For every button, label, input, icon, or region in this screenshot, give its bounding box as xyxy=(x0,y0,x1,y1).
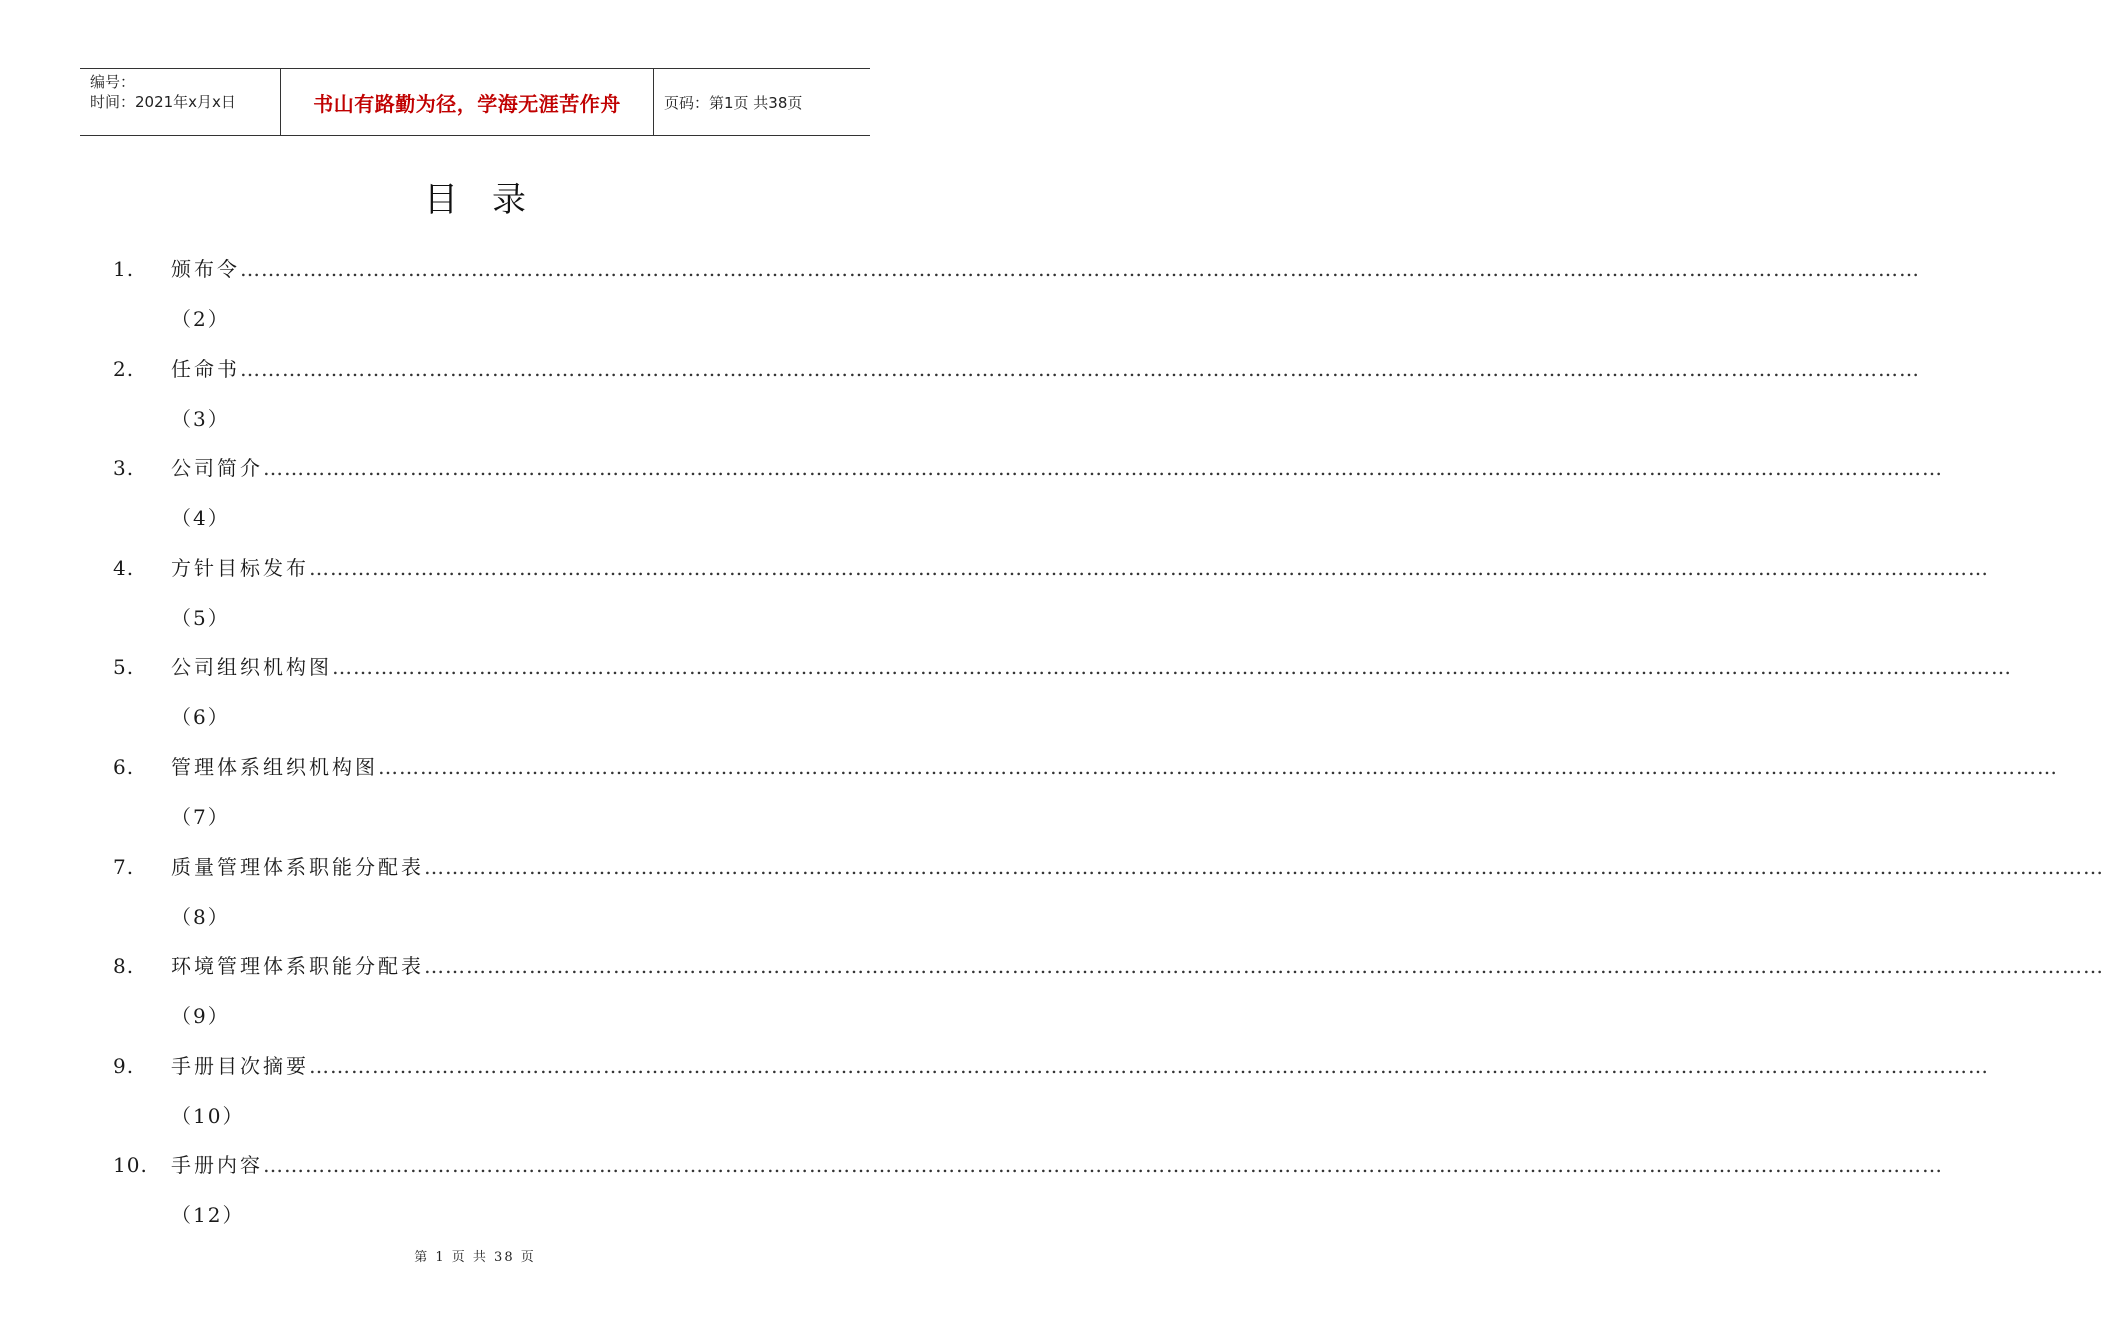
toc-page-number: （9） xyxy=(171,1004,230,1029)
toc-title: 颁布令 xyxy=(171,257,240,281)
toc-dot-leader: …………………………………………………………………………………………………………………………………………………………………………………………………………………… xyxy=(424,854,2104,879)
toc-line xyxy=(113,452,1943,484)
toc-page-number: （3） xyxy=(171,406,230,431)
toc-title: 方针目标发布 xyxy=(171,555,309,580)
toc-title: 公司简介 xyxy=(171,456,263,481)
toc-entry xyxy=(113,452,1943,552)
header-motto-cell xyxy=(281,69,654,135)
toc-entry xyxy=(113,851,2104,951)
toc-number: 5. xyxy=(113,655,135,680)
toc-dot-leader: …………………………………………………………………………………………………………………………………………………………………………………………………………………… xyxy=(240,356,1920,381)
toc-dot-leader: …………………………………………………………………………………………………………………………………………………………………………………………………………………… xyxy=(309,555,1989,580)
toc-page-number: （6） xyxy=(171,705,230,730)
toc-number: 2. xyxy=(113,356,135,381)
toc-title: 管理体系组织机构图 xyxy=(171,754,378,779)
toc-line xyxy=(113,651,2012,683)
toc-entry xyxy=(113,552,1989,652)
toc-line xyxy=(113,1149,1943,1181)
toc-line xyxy=(113,751,2058,783)
toc-number: 10. xyxy=(113,1153,148,1178)
header-page-cell xyxy=(654,69,870,135)
toc-page-number: （12） xyxy=(171,1203,245,1228)
toc-number: 1. xyxy=(113,257,135,281)
toc-line xyxy=(113,950,2104,982)
document-date: 时间：2021年x月x日 xyxy=(90,93,236,111)
toc-page-number: （4） xyxy=(171,506,230,531)
toc-title: 环境管理体系职能分配表 xyxy=(171,954,424,979)
toc-line xyxy=(113,851,2104,883)
toc-page-number: （7） xyxy=(171,804,230,829)
header-meta-cell xyxy=(80,69,281,135)
toc-entry xyxy=(113,253,1920,353)
toc-number: 3. xyxy=(113,456,135,481)
toc-dot-leader: …………………………………………………………………………………………………………………………………………………………………………………………………………………… xyxy=(378,754,2058,779)
toc-dot-leader: …………………………………………………………………………………………………………………………………………………………………………………………………………………… xyxy=(309,1053,1989,1078)
toc-number: 8. xyxy=(113,954,135,979)
header-table xyxy=(80,68,870,136)
toc-line xyxy=(113,353,1920,385)
toc-entry xyxy=(113,1149,1943,1249)
toc-dot-leader: …………………………………………………………………………………………………………………………………………………………………………………………………………………… xyxy=(263,456,1943,481)
toc-dot-leader: …………………………………………………………………………………………………………………………………………………………………………………………………………………… xyxy=(263,1153,1943,1178)
toc-line xyxy=(113,1050,1989,1082)
header-page-info: 页码：第1页 共38页 xyxy=(664,93,803,112)
toc-title: 质量管理体系职能分配表 xyxy=(171,854,424,879)
toc-title: 公司组织机构图 xyxy=(171,655,332,680)
toc-entry xyxy=(113,751,2058,851)
toc-title: 手册内容 xyxy=(171,1153,263,1178)
toc-line xyxy=(113,253,1920,285)
document-number-label: 编号： xyxy=(90,73,136,91)
table-of-contents xyxy=(113,253,2104,1249)
toc-entry xyxy=(113,1050,1989,1150)
toc-page-number: （5） xyxy=(171,605,230,630)
toc-title: 任命书 xyxy=(171,356,240,381)
toc-page-number: （10） xyxy=(171,1103,245,1128)
toc-entry xyxy=(113,353,1920,453)
toc-title: 手册目次摘要 xyxy=(171,1053,309,1078)
toc-entry xyxy=(113,950,2104,1050)
page-footer: 第 1 页 共 38 页 xyxy=(414,1250,536,1265)
toc-number: 6. xyxy=(113,754,135,779)
toc-number: 9. xyxy=(113,1053,135,1078)
toc-entry xyxy=(113,651,2012,751)
toc-dot-leader: …………………………………………………………………………………………………………………………………………………………………………………………………………………… xyxy=(332,655,2012,680)
toc-line xyxy=(113,552,1989,584)
header-motto: 书山有路勤为径，学海无涯苦作舟 xyxy=(313,91,621,116)
toc-number: 4. xyxy=(113,555,135,580)
toc-page-number: （8） xyxy=(171,904,230,929)
toc-number: 7. xyxy=(113,854,135,879)
toc-dot-leader: …………………………………………………………………………………………………………………………………………………………………………………………………………………… xyxy=(240,257,1920,281)
page-title: 目录 xyxy=(424,180,560,220)
toc-dot-leader: …………………………………………………………………………………………………………………………………………………………………………………………………………………… xyxy=(424,954,2104,979)
toc-page-number: （2） xyxy=(171,307,230,331)
